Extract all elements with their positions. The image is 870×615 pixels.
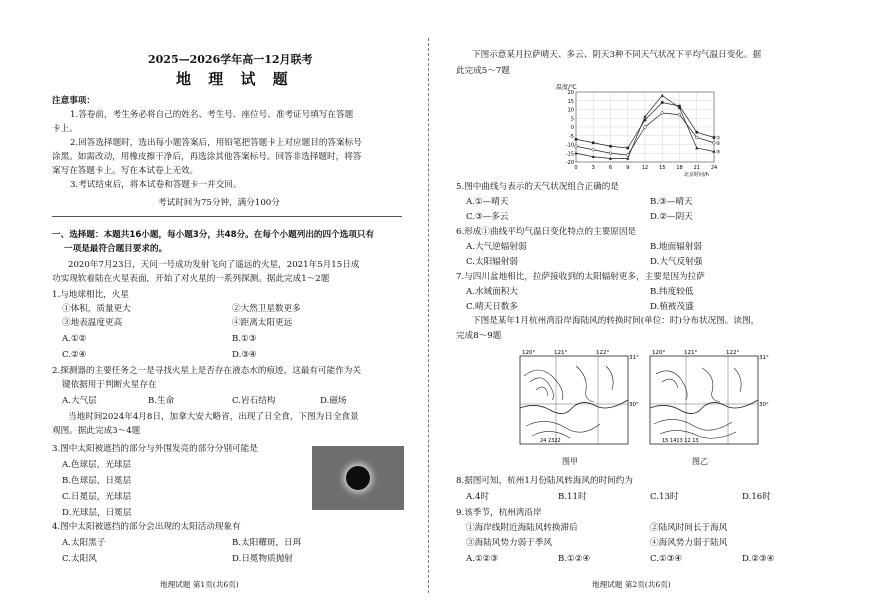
- chart-ylabel: 温度/℃: [556, 84, 577, 91]
- notice-line: 案写在答题卡上。写在本试卷上无效。: [52, 166, 199, 176]
- data-point: [592, 148, 595, 151]
- data-point: [661, 112, 664, 115]
- data-point: [592, 141, 595, 144]
- data-point: [661, 101, 664, 104]
- data-point: [609, 152, 612, 155]
- q3-option-a[interactable]: A.色球层，光球层: [62, 460, 132, 470]
- q5-option-b[interactable]: B.③—晴天: [650, 197, 693, 207]
- x-tick-label: 0: [574, 165, 578, 171]
- data-point: [626, 147, 629, 150]
- q2-option-c[interactable]: C.岩石结构: [232, 396, 276, 406]
- x-tick-label: 12: [641, 165, 649, 171]
- q8-option-a[interactable]: A.4时: [466, 492, 489, 502]
- q5-option-d[interactable]: D.②—阴天: [650, 212, 693, 222]
- x-tick-label: 15: [659, 165, 666, 171]
- data-point: [713, 136, 716, 139]
- lat-label: 31°: [759, 355, 769, 361]
- lon-label: 121°: [554, 350, 568, 356]
- chart-xlabel: 北京时间/h: [684, 172, 709, 178]
- footer-left: 地理试题 第1页(共6页): [160, 580, 239, 589]
- lon-label: 122°: [726, 350, 740, 356]
- q2-option-a[interactable]: A.大气层: [62, 396, 97, 406]
- series-label: ②: [716, 140, 721, 147]
- notice-line: 1.答卷前，考生务必将自己的姓名、考生号、座位号、准考证号填写在答题: [70, 110, 354, 120]
- y-tick-label: 0: [570, 125, 574, 131]
- lat-label: 30°: [759, 402, 769, 408]
- intro-text: 下图是某年1月杭州湾沿岸海陆风的转换时间(单位：时)分布状况图。读图，: [472, 316, 760, 326]
- q6-option-b[interactable]: B.地面辐射弱: [650, 242, 703, 252]
- q1-item: ②大然卫星数更多: [232, 304, 301, 314]
- data-point: [609, 145, 612, 148]
- y-tick-label: -10: [565, 142, 574, 149]
- q8-option-c[interactable]: C.13时: [650, 492, 679, 502]
- map-b: [646, 346, 769, 450]
- y-tick-label: -20: [565, 160, 574, 166]
- q4-option-b[interactable]: B.太阳耀斑，日珥: [232, 538, 302, 548]
- contour-label: 15 1413 12 13: [662, 438, 699, 444]
- q1-option-c[interactable]: C.②④: [62, 350, 87, 360]
- intro-text: 完成8～9题: [456, 331, 502, 341]
- q1-option-a[interactable]: A.①②: [62, 334, 87, 344]
- data-point: [575, 145, 578, 148]
- lon-label: 121°: [684, 350, 698, 356]
- q9-item: ②陆风时间长于海风: [650, 523, 728, 533]
- intro-text: 2020年7月23日，天问一号成功发射飞向了遥远的火星，2021年5月15日成: [68, 260, 360, 270]
- y-tick-label: 20: [567, 90, 574, 96]
- notice-line: 2.回答选择题时，选出每小题答案后，用铅笔把答题卡上对应题目的答案标号: [70, 138, 362, 148]
- x-tick-label: 24: [710, 165, 718, 171]
- notice-line: 涂黑。如需改动，用橡皮擦干净后，再选涂其他答案标号。回答非选择题时，将答: [52, 152, 362, 162]
- notice-line: 卡上。: [52, 124, 78, 134]
- x-tick-label: 18: [676, 165, 683, 171]
- x-tick-label: 21: [693, 165, 700, 171]
- q1-item: ④距离太阳更远: [232, 318, 293, 328]
- x-tick-label: 9: [626, 165, 630, 171]
- intro-text: 此完成5～7题: [456, 66, 510, 76]
- series-label: ①: [716, 135, 721, 142]
- section-heading: 一、选择题：本题共16小题，每小题3分，共48分。在每个小题列出的四个选项只有: [52, 230, 375, 240]
- question-2-stem: 键依据用于判断火星存在: [62, 380, 157, 390]
- data-point: [678, 113, 681, 116]
- q5-option-a[interactable]: A.①—晴天: [466, 197, 509, 207]
- intro-text: 观图。据此完成3～4题: [52, 426, 141, 436]
- map-a: [516, 346, 639, 450]
- q9-item: ④海风势力弱于陆风: [650, 538, 728, 548]
- q5-option-c[interactable]: C.③—多云: [466, 212, 509, 222]
- q9-option-a[interactable]: A.①②③: [466, 554, 499, 564]
- q4-option-d[interactable]: D.日冕物质抛射: [232, 554, 293, 564]
- q8-option-b[interactable]: B.11时: [558, 492, 587, 502]
- q6-option-d[interactable]: D.大气反射强: [650, 257, 703, 267]
- q4-option-a[interactable]: A.太阳黑子: [62, 538, 106, 548]
- y-tick-label: 15: [567, 98, 574, 105]
- lon-label: 122°: [596, 350, 610, 356]
- y-tick-label: 10: [567, 107, 574, 114]
- map-b-caption: 图乙: [692, 457, 708, 466]
- data-point: [575, 138, 578, 141]
- question-1-stem: 1.与地球相比，火星: [52, 290, 129, 300]
- map-a-caption: 图甲: [562, 457, 578, 466]
- q3-option-b[interactable]: B.色球层，日冕层: [62, 476, 132, 486]
- data-point: [695, 146, 698, 149]
- q7-option-b[interactable]: B.纬度较低: [650, 287, 694, 297]
- y-tick-label: 5: [570, 116, 574, 123]
- question-8-stem: 8.据图可知，杭州1月份陆风转海风的时间约为: [456, 476, 633, 486]
- lat-label: 31°: [629, 355, 639, 361]
- q2-option-b[interactable]: B.生命: [148, 396, 175, 406]
- intro-text: 功实现软着陆在火星表面，开始了对火星的一系列探测。据此完成1～2题: [52, 274, 330, 284]
- eclipse-photo: [312, 446, 404, 510]
- footer-right: 地理试题 第2页(共6页): [592, 580, 671, 589]
- right-column: [454, 0, 830, 615]
- question-5-stem: 5.图中曲线与表示的天气状况组合正确的是: [456, 182, 619, 192]
- q3-option-d[interactable]: D.光球层，日冕层: [62, 508, 132, 518]
- contour-label: 24 2322: [540, 438, 561, 444]
- column-divider: [428, 38, 429, 593]
- question-3-stem: 3.图中太阳被遮挡的部分与外围发亮的部分分别可能是: [52, 444, 258, 454]
- q4-option-c[interactable]: C.太阳风: [62, 554, 97, 564]
- q9-option-c[interactable]: C.①③④: [650, 554, 683, 564]
- q1-option-d[interactable]: D.③④: [232, 350, 257, 360]
- x-tick-label: 6: [608, 165, 613, 171]
- intro-text: 下图示意某月拉萨晴天、多云、阴天3种不同天气状况下平均气温日变化。据: [472, 50, 762, 60]
- q1-option-b[interactable]: B.①③: [232, 334, 257, 344]
- subject-title: 地 理 试 题: [176, 70, 294, 88]
- q6-option-c[interactable]: C.太阳辐射弱: [466, 257, 518, 267]
- question-7-stem: 7.与四川盆地相比，拉萨接收到的太阳辐射更多，主要是因为拉萨: [456, 272, 705, 282]
- section-heading: 一项是最符合题目要求的。: [64, 244, 168, 254]
- q1-item: ③地表温度更高: [62, 318, 123, 328]
- data-point: [695, 136, 698, 139]
- q9-item: ③海陆风势力弱于季风: [466, 538, 552, 548]
- exam-title: 2025—2026学年高一12月联考: [148, 53, 313, 66]
- q1-item: ①体积，质量更大: [62, 304, 131, 314]
- data-point: [695, 131, 698, 134]
- q2-option-d[interactable]: D.磁场: [320, 396, 347, 406]
- data-point: [644, 126, 647, 129]
- question-9-stem: 9.该季节，杭州湾沿岸: [456, 508, 542, 518]
- notice-line: 3.考试结束后，将本试卷和答题卡一并交回。: [70, 180, 242, 190]
- question-2-stem: 2.探测器的主要任务之一是寻找火星上是否存在液态水的痕迹，这最有可能作为关: [52, 366, 361, 376]
- lon-label: 120°: [652, 350, 666, 356]
- time-score: 考试时间为75分钟，满分100分: [158, 198, 280, 208]
- temperature-chart: [554, 80, 724, 178]
- lat-label: 30°: [629, 402, 639, 408]
- series-label: ③: [716, 149, 721, 156]
- question-4-stem: 4.图中太阳被遮挡的部分会出现的太阳活动现象有: [52, 522, 241, 532]
- data-point: [713, 141, 716, 144]
- notice-heading: 注意事项：: [52, 96, 95, 106]
- y-tick-label: -5: [569, 133, 574, 140]
- y-tick-label: -15: [565, 151, 574, 158]
- q7-option-c[interactable]: C.晴天日数多: [466, 302, 518, 312]
- q3-option-c[interactable]: C.日冕层，光球层: [62, 492, 132, 502]
- q9-option-d[interactable]: D.②③④: [742, 554, 775, 564]
- q9-option-b[interactable]: B.①②④: [558, 554, 591, 564]
- q6-option-a[interactable]: A.大气逆辐射弱: [466, 242, 527, 252]
- question-6-stem: 6.形成①曲线平均气温日变化特点的主要原因是: [456, 227, 637, 237]
- q7-option-d[interactable]: D.植被茂盛: [650, 302, 694, 312]
- intro-text: 当地时间2024年4月8日，加拿大安大略省，出现了日全食，下图为日全食景: [68, 412, 359, 422]
- data-point: [661, 94, 664, 97]
- left-column: [48, 0, 406, 615]
- notice-divider: [52, 216, 402, 217]
- q9-item: ①海岸线附近海陆风转换滞后: [466, 523, 578, 533]
- q7-option-a[interactable]: A.水域面积大: [466, 287, 518, 297]
- lon-label: 120°: [522, 350, 536, 356]
- x-tick-label: 3: [591, 165, 595, 171]
- q8-option-d[interactable]: D.16时: [742, 492, 771, 502]
